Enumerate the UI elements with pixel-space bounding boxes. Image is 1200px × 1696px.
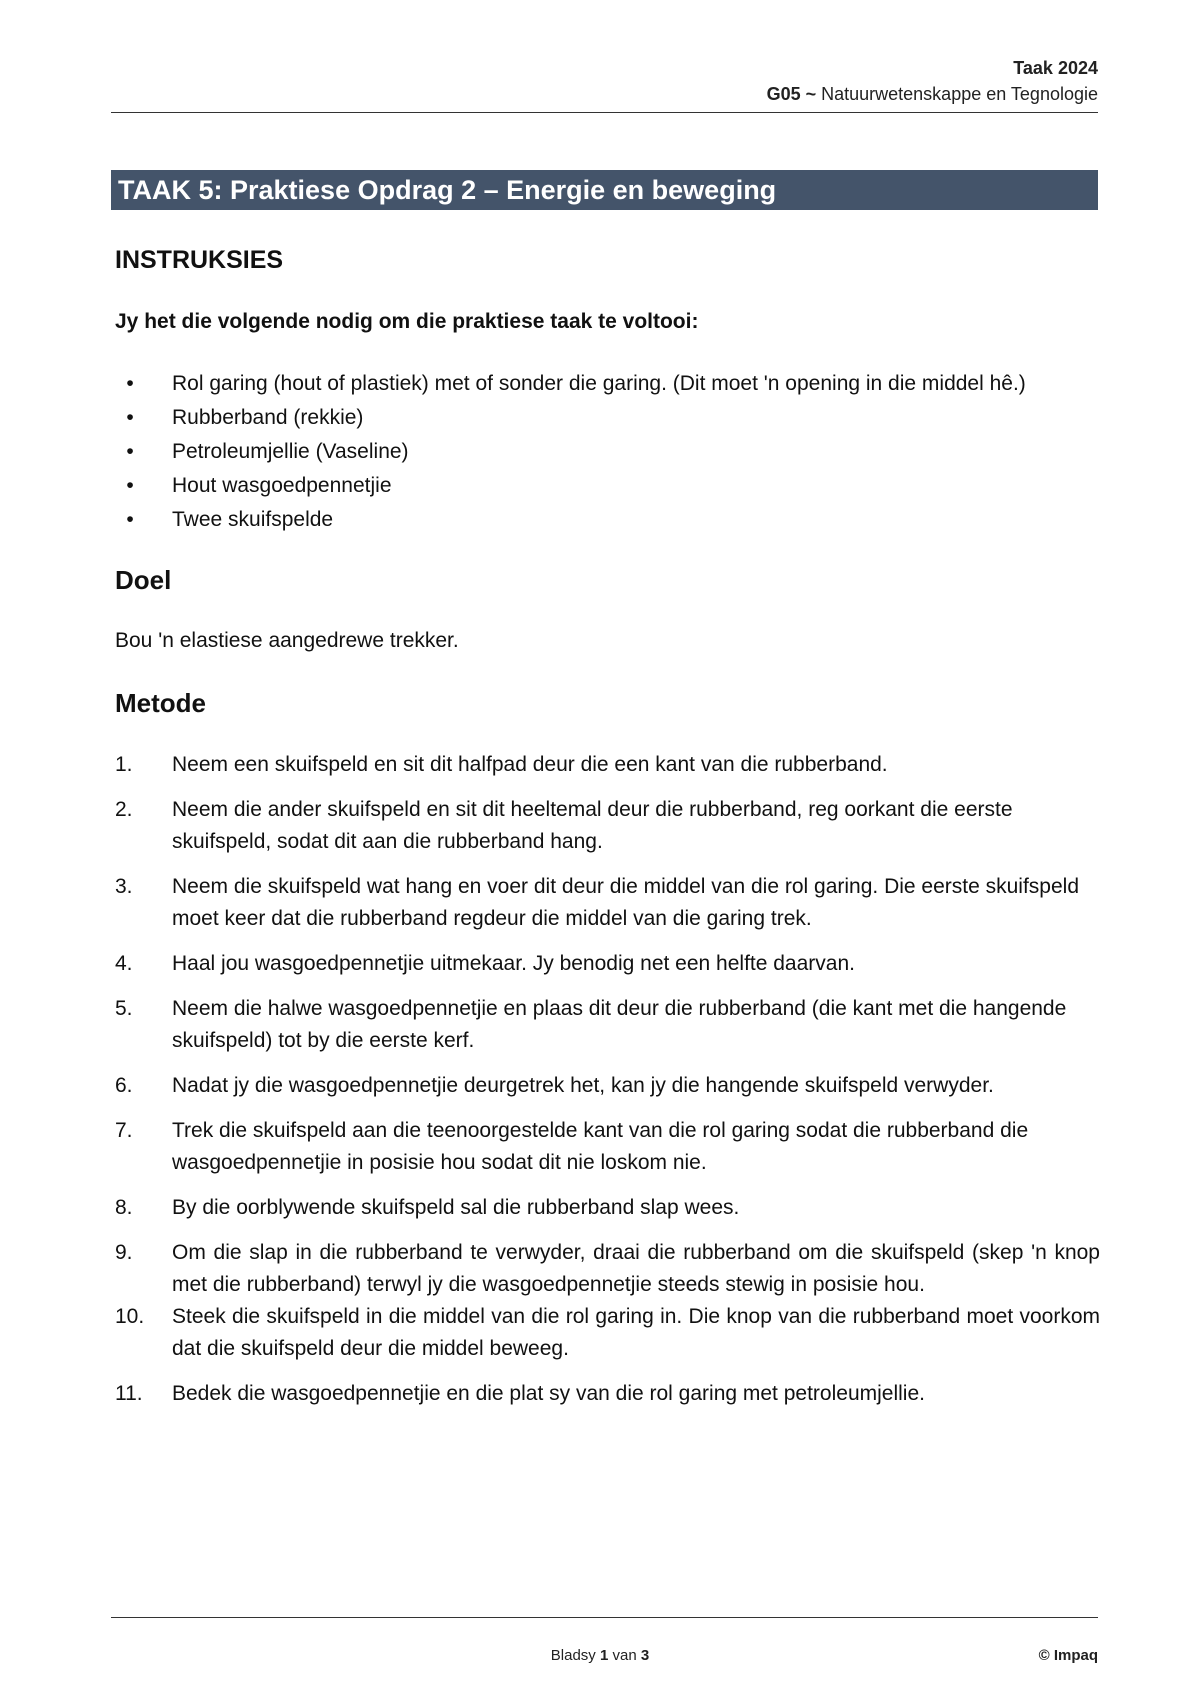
bullet-icon: • — [126, 474, 134, 497]
goal-text: Bou 'n elastiese aangedrewe trekker. — [115, 629, 459, 652]
step-text: Om die slap in die rubberband te verwyder, draai die rubberband om die skuifspeld (skep 'n knop met die rubberband) terwyl jy die wasgoedpennetjie steeds stewig in posisie hou. — [172, 1241, 1100, 1296]
step-text: Neem die halwe wasgoedpennetjie en plaas dit deur die rubberband (die kant met die hangende skuifspeld) tot by die eerste kerf. — [172, 997, 1067, 1052]
step-number: 7. — [115, 1119, 133, 1142]
step-text: Bedek die wasgoedpennetjie en die plat sy van die rol garing met petroleumjellie. — [172, 1382, 925, 1405]
step-text: Haal jou wasgoedpennetjie uitmekaar. Jy benodig net een helfte daarvan. — [172, 952, 855, 975]
step-item — [115, 1378, 1100, 1410]
step-item — [115, 948, 1100, 980]
step-item — [115, 1115, 1100, 1179]
step-number: 3. — [115, 875, 133, 898]
header-divider — [111, 112, 1098, 113]
step-text: Neem die ander skuifspeld en sit dit heeltemal deur die rubberband, reg oorkant die eerste skuifspeld, sodat dit aan die rubberband hang. — [172, 798, 1013, 853]
step-text: Nadat jy die wasgoedpennetjie deurgetrek het, kan jy die hangende skuifspeld verwyder. — [172, 1074, 994, 1097]
list-item — [115, 469, 1100, 502]
list-item — [115, 435, 1100, 468]
step-number: 5. — [115, 997, 133, 1020]
step-text: By die oorblywende skuifspeld sal die rubberband slap wees. — [172, 1196, 740, 1219]
instructions-heading: INSTRUKSIES — [115, 246, 284, 274]
material-text: Rubberband (rekkie) — [172, 406, 364, 429]
footer-divider — [111, 1617, 1098, 1618]
step-number: 11. — [115, 1382, 143, 1405]
step-item — [115, 1301, 1100, 1365]
step-text: Neem die skuifspeld wat hang en voer dit deur die middel van die rol garing. Die eerste skuifspeld moet keer dat die rubberband regdeur die middel van die garing trek. — [172, 875, 1079, 930]
page-total: 3 — [640, 1647, 650, 1664]
materials-intro: Jy het die volgende nodig om die praktiese taak te voltooi: — [115, 310, 699, 333]
material-text: Rol garing (hout of plastiek) met of sonder die garing. (Dit moet 'n opening in die middel hê.) — [172, 372, 1026, 395]
task-title: TAAK 5: Praktiese Opdrag 2 – Energie en beweging — [111, 170, 1098, 210]
page-current: 1 — [599, 1647, 609, 1664]
page-mid: van — [608, 1647, 641, 1664]
header-grade: G05 — [766, 84, 801, 104]
method-heading: Metode — [115, 688, 206, 718]
header-subject: Natuurwetenskappe en Tegnologie — [821, 84, 1098, 104]
step-item — [115, 1070, 1100, 1102]
step-item — [115, 1192, 1100, 1224]
method-steps — [115, 749, 1100, 1410]
materials-list — [115, 367, 1100, 536]
step-number: 1. — [115, 753, 133, 776]
list-item — [115, 503, 1100, 536]
goal-heading: Doel — [115, 565, 172, 595]
list-item — [115, 367, 1100, 400]
header-subject-line — [111, 81, 1098, 107]
bullet-icon: • — [126, 406, 134, 429]
step-item — [115, 794, 1100, 858]
header-separator: ~ — [800, 84, 822, 104]
bullet-icon: • — [126, 508, 134, 531]
step-number: 8. — [115, 1196, 133, 1219]
step-item — [115, 993, 1100, 1057]
step-item — [115, 749, 1100, 781]
step-number: 6. — [115, 1074, 133, 1097]
header-year: Taak 2024 — [1013, 58, 1098, 78]
main-content — [115, 240, 1100, 1423]
copyright-notice: © Impaq — [1038, 1647, 1098, 1664]
bullet-icon: • — [126, 440, 134, 463]
step-number: 4. — [115, 952, 133, 975]
step-text: Steek die skuifspeld in die middel van die rol garing in. Die knop van die rubberband moet voorkom dat die skuifspeld deur die middel beweeg. — [172, 1305, 1100, 1360]
page-header — [111, 55, 1098, 107]
step-text: Trek die skuifspeld aan die teenoorgestelde kant van die rol garing sodat die rubberband die wasgoedpennetjie in posisie hou sodat dit nie loskom nie. — [172, 1119, 1029, 1174]
step-item — [115, 871, 1100, 935]
step-text: Neem een skuifspeld en sit dit halfpad deur die een kant van die rubberband. — [172, 753, 888, 776]
list-item — [115, 401, 1100, 434]
material-text: Twee skuifspelde — [172, 508, 334, 531]
step-number: 10. — [115, 1305, 145, 1328]
page-prefix: Bladsy — [550, 1647, 600, 1664]
material-text: Petroleumjellie (Vaseline) — [172, 440, 409, 463]
material-text: Hout wasgoedpennetjie — [172, 474, 392, 497]
bullet-icon: • — [126, 372, 134, 395]
step-number: 9. — [115, 1241, 133, 1264]
step-number: 2. — [115, 798, 133, 821]
step-item — [115, 1237, 1100, 1301]
